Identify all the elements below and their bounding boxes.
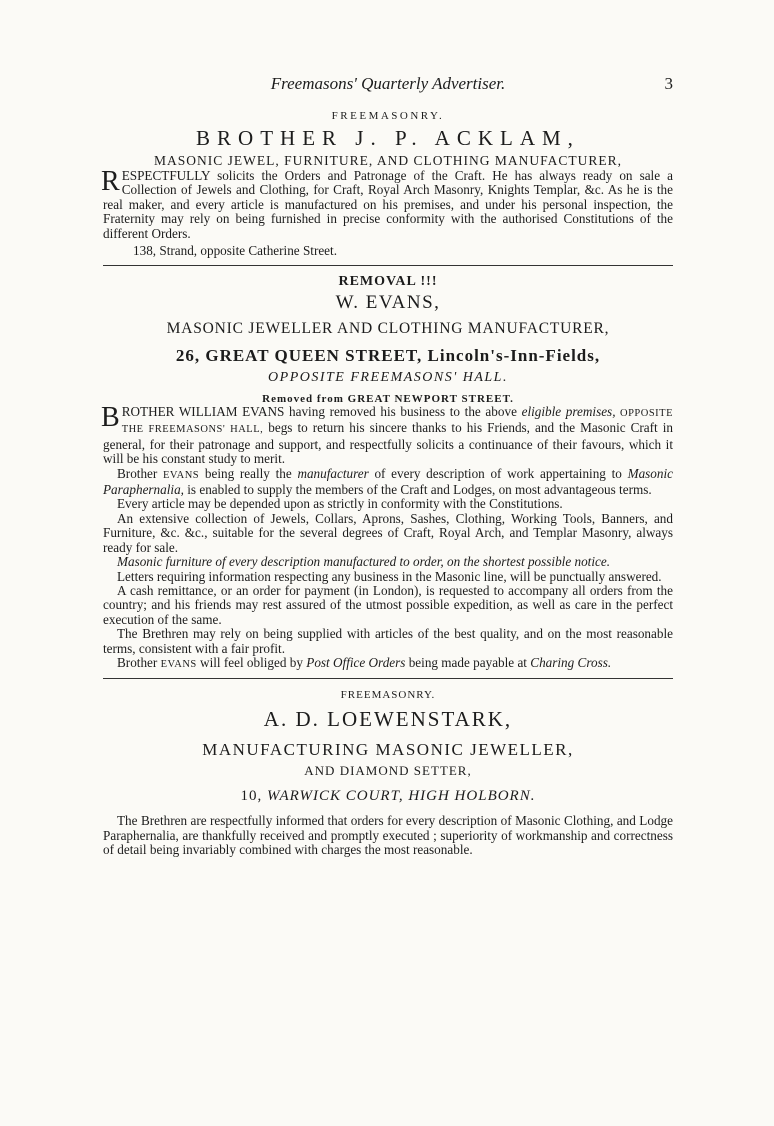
evans-p2-g: is enabled to supply the members of the Craft and Lodges, on most advantageous terms. xyxy=(183,482,652,498)
evans-removed-from: Removed from GREAT NEWPORT STREET. xyxy=(262,393,514,406)
evans-name: W. EVANS, xyxy=(335,292,441,314)
acklam-subtitle: MASONIC JEWEL, FURNITURE, AND CLOTHING MANUFACTURER, xyxy=(153,153,622,168)
acklam-name: BROTHER J. P. ACKLAM, xyxy=(196,126,580,150)
evans-para-6: Letters requiring information respecting any business in the Masonic line, will be punctually answered. xyxy=(117,568,662,584)
evans-p2-f: Masonic Paraphernalia, xyxy=(103,465,673,498)
evans-removal-heading: REMOVAL !!! xyxy=(338,274,438,290)
evans-p1-smallcaps: OPPOSITE THE FREEMASONS' HALL, xyxy=(121,408,673,436)
loewenstark-subtitle: MANUFACTURING MASONIC JEWELLER, xyxy=(202,740,574,760)
loewenstark-address xyxy=(103,788,673,805)
evans-p1-text: ROTHER WILLIAM EVANS having removed his business to the above xyxy=(121,404,522,420)
evans-subtitle: MASONIC JEWELLER AND CLOTHING MANUFACTURER, xyxy=(166,320,610,338)
running-head xyxy=(103,74,673,98)
loewenstark-name: A. D. LOEWENSTARK, xyxy=(263,707,513,732)
evans-para-8: The Brethren may rely on being supplied with articles of the best quality, and on the most reasonable terms, consistent with a fair profit. xyxy=(103,626,673,656)
evans-para-5 xyxy=(103,555,673,569)
evans-p2-b: EVANS xyxy=(163,469,200,481)
evans-para-4: An extensive collection of Jewels, Collars, Aprons, Sashes, Clothing, Working Tools, Banners, and Furniture, &c. &c., suitable for the several degrees of Craft, Royal Arch, and Templar Masonry, always ready for sale. xyxy=(103,510,673,555)
page xyxy=(103,74,673,858)
evans-p2-e: of every description of work appertaining to xyxy=(368,465,628,481)
evans-address: 26, GREAT QUEEN STREET, Lincoln's-Inn-Fields, xyxy=(175,346,601,366)
evans-para-7: A cash remittance, or an order for payment (in London), is requested to accompany all orders from the country; and his friends may rest assured of the utmost possible expedition, as well as care in the perfect execution of the same. xyxy=(103,582,673,627)
divider-rule xyxy=(103,265,673,266)
loewenstark-body: The Brethren are respectfully informed that orders for every description of Masonic Clothing, and Lodge Paraphernalia, are thankfully received and promptly executed ; superiority of workmanship and correctness of detail being invariably combined with charges the most reasonable. xyxy=(103,813,673,858)
acklam-body-text: ESPECTFULLY solicits the Orders and Patronage of the Craft. He has always ready on sale a Collection of Jewels and Clothing, for Craft, Royal Arch Masonry, Knights Templar, &c. As he is the real maker, and every article is manufactured on his premises, and under his personal inspection, the Fraternity may rely on being furnished in precise conformity with the authorised Constitutions of the different Orders. xyxy=(103,168,673,241)
loewenstark-advert xyxy=(103,689,673,857)
evans-para-2 xyxy=(103,467,673,498)
evans-opposite: OPPOSITE FREEMASONS' HALL. xyxy=(268,370,508,386)
evans-p5-italic: Masonic furniture of every description manufactured to order, on the shortest possible notice. xyxy=(117,554,610,570)
acklam-address: 138, Strand, opposite Catherine Street. xyxy=(133,243,338,259)
page-number: 3 xyxy=(664,74,673,93)
loewenstark-subtitle-2: AND DIAMOND SETTER, xyxy=(304,763,472,779)
evans-p1-italic: eligible premises, xyxy=(521,404,616,420)
loewenstark-address-number: 10, xyxy=(240,788,267,805)
evans-advert xyxy=(103,274,673,672)
evans-p9-a: Brother xyxy=(117,654,161,670)
evans-p9-b: EVANS xyxy=(160,658,197,670)
loewenstark-section-heading: FREEMASONRY. xyxy=(340,689,436,702)
evans-p1-rest: begs to return his sincere thanks to his Friends, and the Masonic Craft in general, for their patronage and support, and respectfully solicits a continuance of their favours, which it will be his constant study to merit. xyxy=(103,420,673,467)
evans-p2-a: Brother xyxy=(117,465,163,481)
evans-para-3: Every article may be depended upon as strictly in conformity with the Constitutions. xyxy=(117,496,563,512)
evans-p9-d: Post Office Orders xyxy=(306,654,406,670)
loewenstark-address-text: WARWICK COURT, HIGH HOLBORN. xyxy=(267,788,536,805)
divider-rule xyxy=(103,678,673,679)
evans-p9-f: Charing Cross. xyxy=(530,654,612,670)
evans-p2-c: being really the xyxy=(199,465,298,481)
evans-dropcap: B xyxy=(101,402,120,434)
evans-p9-c: will feel obliged by xyxy=(196,654,307,670)
evans-p2-d: manufacturer xyxy=(297,465,369,481)
acklam-body xyxy=(101,166,673,241)
evans-p9-e: being made payable at xyxy=(405,654,531,670)
evans-para-1 xyxy=(101,402,673,467)
acklam-dropcap: R xyxy=(101,166,120,197)
evans-para-9 xyxy=(103,656,673,672)
acklam-advert xyxy=(103,110,673,259)
running-title: Freemasons' Quarterly Advertiser. xyxy=(270,74,506,93)
acklam-section-heading: FREEMASONRY. xyxy=(331,110,445,122)
